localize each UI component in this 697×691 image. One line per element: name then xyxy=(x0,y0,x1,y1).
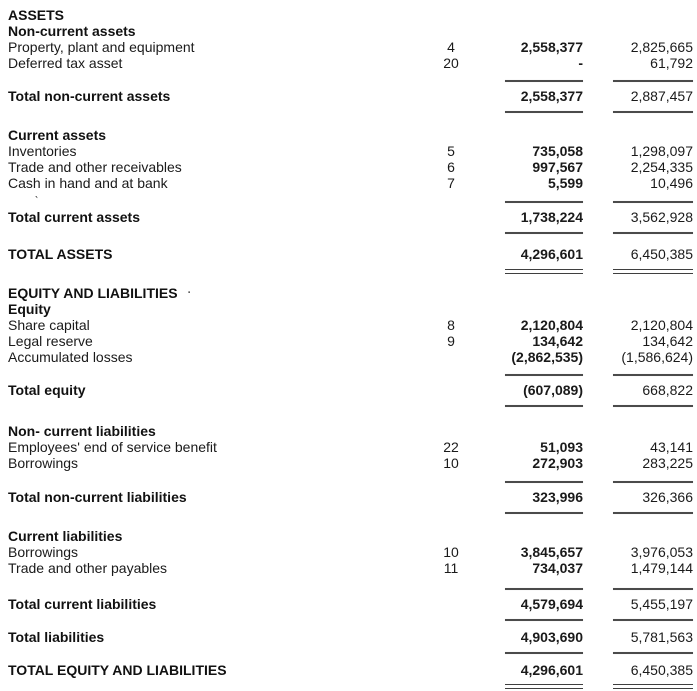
rule-line-current xyxy=(505,269,583,274)
spacer xyxy=(8,407,693,423)
row-label: TOTAL EQUITY AND LIABILITIES xyxy=(8,662,227,678)
scan-dot-artifact: · xyxy=(187,287,192,299)
rule-line-prior xyxy=(613,405,693,407)
note-number: 22 xyxy=(443,439,459,455)
item-row xyxy=(8,544,693,560)
spacer xyxy=(8,113,693,127)
rule-line-prior xyxy=(613,619,693,621)
note-number: 7 xyxy=(447,175,455,191)
rule-line-prior xyxy=(613,512,693,514)
amount-current: 5,599 xyxy=(547,175,583,191)
amount-current: 134,642 xyxy=(532,333,583,349)
rule-line-current xyxy=(505,201,583,203)
rule-line-current xyxy=(505,652,583,654)
note-number: 6 xyxy=(447,159,455,175)
amount-prior: 1,479,144 xyxy=(630,560,693,576)
spacer xyxy=(8,104,693,111)
amount-current: 1,738,224 xyxy=(520,209,583,225)
row-label: Trade and other payables xyxy=(8,560,168,576)
row-label: Borrowings xyxy=(8,544,79,560)
rule-line-prior xyxy=(613,652,693,654)
rule-line-prior xyxy=(613,374,693,376)
section-row xyxy=(8,7,693,23)
spacer xyxy=(8,514,693,528)
amount-current: 272,903 xyxy=(532,455,583,471)
total-row xyxy=(8,88,693,104)
amount-prior: 5,455,197 xyxy=(630,596,693,612)
amount-prior: 134,642 xyxy=(642,333,693,349)
item-row xyxy=(8,159,693,175)
amount-current: 51,093 xyxy=(540,439,583,455)
spacer xyxy=(8,645,693,652)
row-label: ASSETS xyxy=(8,7,65,23)
item-row xyxy=(8,349,693,365)
amount-current: 4,296,601 xyxy=(520,246,583,262)
row-label: Non- current liabilities xyxy=(8,423,156,439)
amount-current: 2,558,377 xyxy=(520,88,583,104)
rule-line-prior xyxy=(613,481,693,483)
row-label: Total non-current liabilities xyxy=(8,489,187,505)
row-label: TOTAL ASSETS xyxy=(8,246,113,262)
amount-prior: 6,450,385 xyxy=(630,662,693,678)
section-row xyxy=(8,528,693,544)
amount-prior: 283,225 xyxy=(642,455,693,471)
amount-current: 997,567 xyxy=(532,159,583,175)
row-label: Property, plant and equipment xyxy=(8,39,195,55)
amount-prior: 2,825,665 xyxy=(630,39,693,55)
note-number: 4 xyxy=(447,39,455,55)
spacer xyxy=(8,225,693,232)
total-row xyxy=(8,489,693,505)
row-label: Cash in hand and at bank xyxy=(8,175,168,191)
amount-prior: (1,586,624) xyxy=(621,349,693,365)
row-label: Current assets xyxy=(8,127,107,143)
rule-line-current xyxy=(505,619,583,621)
item-row xyxy=(8,455,693,471)
rule-line-current xyxy=(505,684,583,689)
note-number: 20 xyxy=(443,55,459,71)
row-label: Share capital xyxy=(8,317,90,333)
total-row xyxy=(8,246,693,262)
item-row xyxy=(8,560,693,576)
item-row xyxy=(8,55,693,71)
section-row xyxy=(8,285,693,301)
amount-prior: 3,976,053 xyxy=(630,544,693,560)
row-label: Borrowings xyxy=(8,455,79,471)
amount-prior: 668,822 xyxy=(642,382,693,398)
amount-prior: 61,792 xyxy=(650,55,693,71)
row-label: Total current liabilities xyxy=(8,596,157,612)
row-label: Employees' end of service benefit xyxy=(8,439,217,455)
item-row xyxy=(8,333,693,349)
rule-line-prior xyxy=(613,201,693,203)
note-number: 5 xyxy=(447,143,455,159)
spacer xyxy=(8,621,693,629)
spacer xyxy=(8,612,693,619)
row-label: Deferred tax asset xyxy=(8,55,123,71)
section-row xyxy=(8,423,693,439)
rule-line-current xyxy=(505,481,583,483)
row-label: Equity xyxy=(8,301,51,317)
item-row xyxy=(8,143,693,159)
spacer xyxy=(8,71,693,80)
amount-prior: 2,120,804 xyxy=(630,317,693,333)
amount-prior: 2,254,335 xyxy=(630,159,693,175)
row-label: Accumulated losses xyxy=(8,349,133,365)
rule-line-current xyxy=(505,80,583,82)
note-number: 11 xyxy=(443,560,459,576)
amount-current: (2,862,535) xyxy=(511,349,583,365)
spacer xyxy=(8,191,693,201)
amount-prior: 6,450,385 xyxy=(630,246,693,262)
amount-current: 3,845,657 xyxy=(520,544,583,560)
row-label: Total equity xyxy=(8,382,86,398)
spacer xyxy=(8,576,693,588)
amount-prior: 5,781,563 xyxy=(630,629,693,645)
amount-current: 2,120,804 xyxy=(520,317,583,333)
row-label: Inventories xyxy=(8,143,77,159)
rule-line-prior xyxy=(613,80,693,82)
row-label: Total non-current assets xyxy=(8,88,171,104)
spacer xyxy=(8,654,693,662)
amount-current: 323,996 xyxy=(532,489,583,505)
rule-line-prior xyxy=(613,232,693,234)
rule-line-current xyxy=(505,512,583,514)
rule-line-current xyxy=(505,405,583,407)
row-label: Non-current assets xyxy=(8,23,136,39)
spacer xyxy=(8,262,693,269)
rule-line-prior xyxy=(613,111,693,113)
rule-line-prior xyxy=(613,588,693,590)
item-row xyxy=(8,175,693,191)
note-number: 8 xyxy=(447,317,455,333)
rule-row xyxy=(8,684,693,689)
row-label: Trade and other receivables xyxy=(8,159,182,175)
total-row xyxy=(8,209,693,225)
amount-current: - xyxy=(578,55,583,71)
section-row xyxy=(8,23,693,39)
rule-line-current xyxy=(505,374,583,376)
rule-line-current xyxy=(505,111,583,113)
amount-current: 734,037 xyxy=(532,560,583,576)
scan-tick-artifact: ` xyxy=(33,193,39,209)
row-label: Total current assets xyxy=(8,209,141,225)
amount-prior: 10,496 xyxy=(650,175,693,191)
rule-line-prior xyxy=(613,684,693,689)
amount-current: (607,089) xyxy=(523,382,583,398)
amount-current: 4,903,690 xyxy=(520,629,583,645)
statement-rows xyxy=(8,7,693,689)
spacer xyxy=(8,471,693,481)
note-number: 10 xyxy=(443,544,459,560)
item-row xyxy=(8,439,693,455)
section-row xyxy=(8,301,693,317)
row-label: Legal reserve xyxy=(8,333,93,349)
row-label: Current liabilities xyxy=(8,528,123,544)
rule-line-current xyxy=(505,232,583,234)
item-row xyxy=(8,317,693,333)
spacer xyxy=(8,234,693,246)
amount-current: 2,558,377 xyxy=(520,39,583,55)
row-label: EQUITY AND LIABILITIES · xyxy=(8,285,192,301)
row-label: Total liabilities xyxy=(8,629,105,645)
amount-prior: 43,141 xyxy=(650,439,693,455)
rule-line-prior xyxy=(613,269,693,274)
item-row xyxy=(8,39,693,55)
rule-line-current xyxy=(505,588,583,590)
total-row xyxy=(8,596,693,612)
amount-prior: 1,298,097 xyxy=(630,143,693,159)
spacer xyxy=(8,365,693,374)
spacer xyxy=(8,505,693,512)
amount-prior: 3,562,928 xyxy=(630,209,693,225)
amount-prior: 326,366 xyxy=(642,489,693,505)
note-number: 10 xyxy=(443,455,459,471)
amount-current: 4,296,601 xyxy=(520,662,583,678)
amount-current: 4,579,694 xyxy=(520,596,583,612)
total-row xyxy=(8,382,693,398)
amount-current: 735,058 xyxy=(532,143,583,159)
section-row xyxy=(8,127,693,143)
note-number: 9 xyxy=(447,333,455,349)
spacer xyxy=(8,398,693,405)
total-row xyxy=(8,662,693,678)
spacer xyxy=(8,274,693,285)
amount-prior: 2,887,457 xyxy=(630,88,693,104)
total-row xyxy=(8,629,693,645)
